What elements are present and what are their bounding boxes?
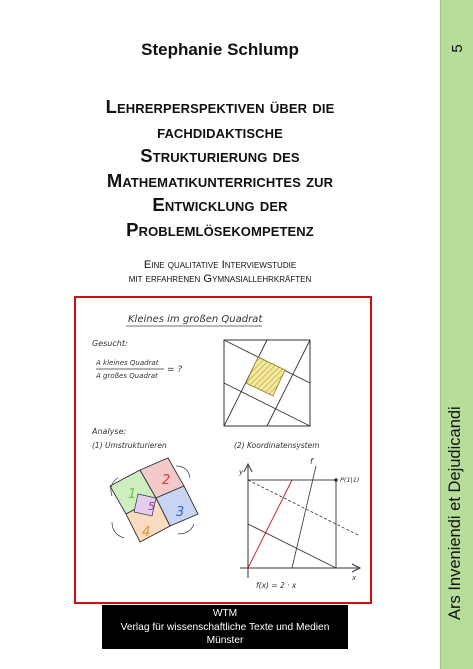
- restructuring-diagram: [110, 458, 198, 542]
- fraction-numerator: A kleines Quadrat: [96, 359, 159, 367]
- gesucht-label: Gesucht:: [92, 339, 128, 348]
- sketch-heading: Kleines im großen Quadrat: [128, 314, 263, 325]
- line-label: f: [310, 457, 313, 466]
- inner-square: [246, 357, 285, 396]
- cover-illustration: [74, 296, 372, 604]
- publisher-line: Münster: [206, 635, 244, 646]
- book-title: [10, 95, 430, 242]
- title-line: Entwicklung der: [152, 194, 288, 215]
- title-line: Mathematikunterrichtes zur: [106, 169, 334, 191]
- piece-label: 3: [176, 505, 185, 520]
- title-line: Problemlösekompetenz: [126, 218, 314, 240]
- function-label: f(x) = 2 · x: [256, 581, 297, 590]
- piece-label: 4: [142, 525, 151, 540]
- point-label: P(1|1): [340, 476, 360, 484]
- series-volume-number: 5: [449, 44, 466, 53]
- publisher-line: Verlag für wissenschaftliche Texte und Medien: [120, 621, 330, 633]
- equals-question: = ?: [167, 365, 183, 375]
- publisher-line: WTM: [212, 608, 238, 619]
- square-diagram: [224, 340, 310, 426]
- coordinate-diagram: [238, 457, 360, 590]
- piece-label: 2: [162, 473, 171, 488]
- author-name: Stephanie Schlump: [141, 40, 299, 59]
- method-two-label: (2) Koordinatensystem: [234, 441, 320, 450]
- title-line: Lehrerperspektiven über die: [105, 96, 335, 117]
- handwritten-math-sketch: [76, 298, 370, 602]
- subtitle-line: Eine qualitative Interviewstudie: [143, 259, 297, 271]
- title-line: fachdidaktische: [157, 120, 283, 142]
- piece-label: 1: [128, 487, 137, 502]
- subtitle-line: mit erfahrenen Gymnasiallehrkräften: [128, 273, 312, 285]
- piece-label: 5: [148, 500, 155, 513]
- book-spine: [440, 0, 473, 669]
- y-axis-label: y: [239, 468, 244, 476]
- book-subtitle: [10, 258, 430, 286]
- publisher-box: [102, 605, 348, 649]
- method-one-label: (1) Umstrukturieren: [92, 441, 167, 450]
- series-title: Ars Inveniendi et Dejudicandi: [446, 406, 464, 620]
- analyse-label: Analyse:: [92, 427, 127, 436]
- fraction-denominator: A großes Quadrat: [96, 372, 158, 380]
- x-axis-label: x: [352, 574, 357, 582]
- title-line: Strukturierung des: [140, 145, 300, 166]
